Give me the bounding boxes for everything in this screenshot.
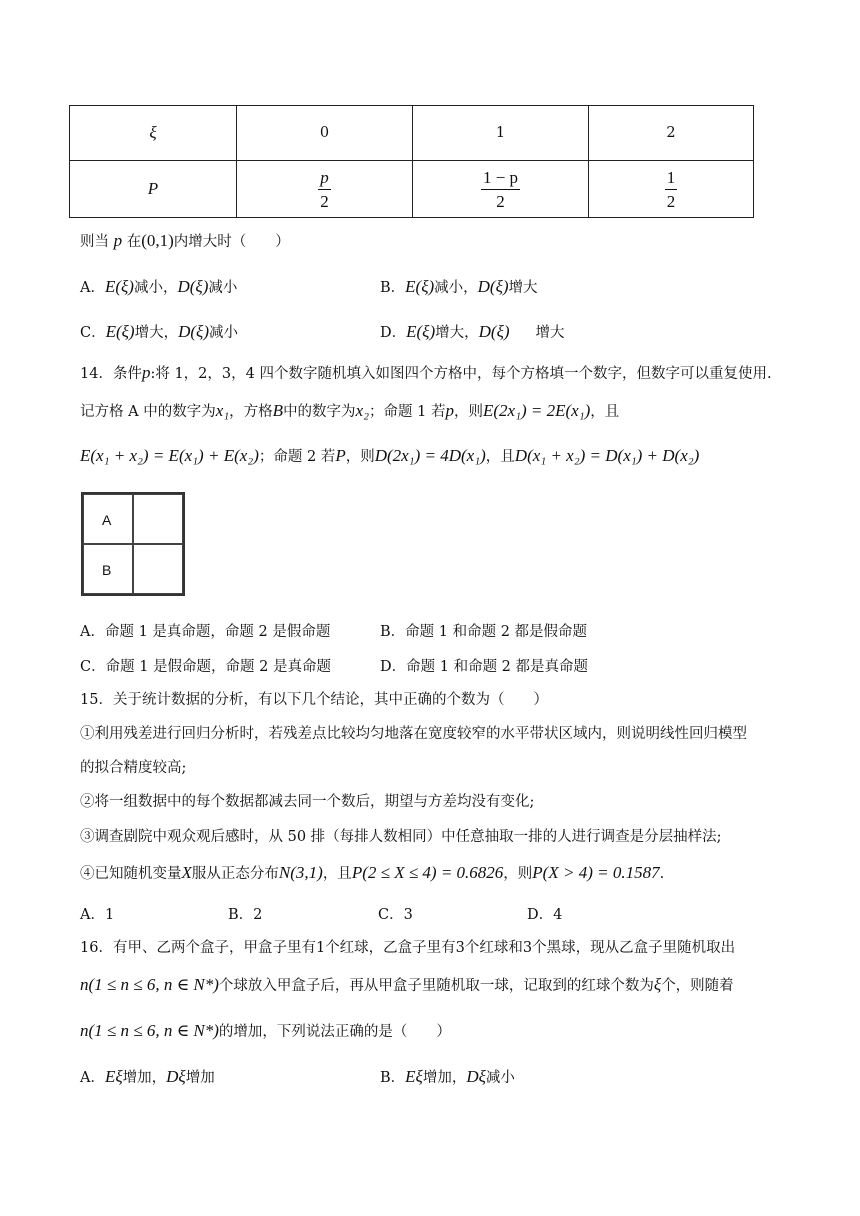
statement-3: ③调查剧院中观众观后感时，从 50 排（每排人数相同）中任意抽取一排的人进行调查是分层抽样法; (80, 829, 722, 845)
table-row (70, 161, 754, 218)
table-cell: 2 (589, 106, 754, 161)
table-cell (237, 161, 413, 218)
question-15-stem: 15．关于统计数据的分析，有以下几个结论，其中正确的个数为（ ） (80, 692, 548, 708)
fraction: $\frac{1}{2}$ (666, 167, 676, 211)
fraction: $\frac{1 - p}{2}$ (482, 167, 519, 211)
option-14-b[interactable]: B．命题 1 和命题 2 都是假命题 (380, 624, 588, 640)
option-16-b[interactable]: B．Eξ增加，Dξ减小 (380, 1067, 515, 1086)
option-15-a[interactable]: A．1 (80, 907, 115, 923)
fraction: $\frac{p}{2}$ (320, 167, 329, 211)
statement-1: ①利用残差进行回归分析时，若残差点比较均匀地落在宽度较窄的水平带状区域内，则说明线性回归模型 (80, 726, 747, 742)
table-cell: 1 (413, 106, 589, 161)
option-13-c[interactable]: C．E(ξ)增大，D(ξ)减小 (80, 322, 238, 341)
table-cell (589, 161, 754, 218)
question-16-line-1: 16．有甲、乙两个盒子，甲盒子里有1个红球，乙盒子里有3个红球和3个黑球，现从乙盒子里随机取出 (80, 940, 736, 956)
grid-cell-a: A (83, 494, 133, 544)
grid-cell (133, 544, 183, 594)
option-15-d[interactable]: D．4 (527, 907, 563, 923)
table-cell: ξ (70, 106, 237, 161)
question-16-line-2: n(1 ≤ n ≤ 6, n ∈ N*)个球放入甲盒子后，再从甲盒子里随机取一球，记取到的红球个数为ξ个，则随着 (80, 975, 734, 994)
option-14-c[interactable]: C．命题 1 是假命题，命题 2 是真命题 (80, 659, 331, 675)
question-14-line-2: 记方格 A 中的数字为x₁，方格B中的数字为x₂；命题 1 若p，则E(2x₁) = 2E(x₁)，且 (80, 401, 620, 420)
option-15-c[interactable]: C．3 (378, 907, 413, 923)
table-cell: P (70, 161, 237, 218)
distribution-table (69, 105, 754, 218)
table-row (70, 106, 754, 161)
question-14-line-1: 14．条件p:将 1，2，3，4 四个数字随机填入如图四个方格中，每个方格填一个数字，但数字可以重复使用. (80, 363, 772, 382)
question-14-line-3: E(x₁ + x₂) = E(x₁) + E(x₂)；命题 2 若P，则D(2x₁) = 4D(x₁)，且D(x₁ + x₂) = D(x₁) + D(x₂) (80, 446, 700, 465)
option-16-a[interactable]: A．Eξ增加，Dξ增加 (80, 1067, 215, 1086)
statement-4: ④已知随机变量X服从正态分布N(3,1)，且P(2 ≤ X ≤ 4) = 0.6826，则P(X > 4) = 0.1587. (80, 863, 665, 882)
option-13-d[interactable]: D．E(ξ)增大，D(ξ) 增大 (380, 322, 565, 341)
statement-1-cont: 的拟合精度较高; (80, 760, 187, 776)
statement-2: ②将一组数据中的每个数据都减去同一个数后，期望与方差均没有变化; (80, 794, 535, 810)
grid-cell (133, 494, 183, 544)
square-grid-figure (81, 492, 185, 596)
question-16-line-3: n(1 ≤ n ≤ 6, n ∈ N*)的增加，下列说法正确的是（ ） (80, 1021, 451, 1040)
option-13-a[interactable]: A．E(ξ)减小，D(ξ)减小 (80, 277, 238, 296)
table-cell: 0 (237, 106, 413, 161)
option-15-b[interactable]: B．2 (228, 907, 263, 923)
option-14-d[interactable]: D．命题 1 和命题 2 都是真命题 (380, 659, 589, 675)
option-14-a[interactable]: A．命题 1 是真命题，命题 2 是假命题 (80, 624, 331, 640)
option-13-b[interactable]: B．E(ξ)减小，D(ξ)增大 (380, 277, 538, 296)
question-13-stem: 则当 p 在(0,1)内增大时（ ） (80, 231, 290, 250)
grid-cell-b: B (83, 544, 133, 594)
table-cell (413, 161, 589, 218)
